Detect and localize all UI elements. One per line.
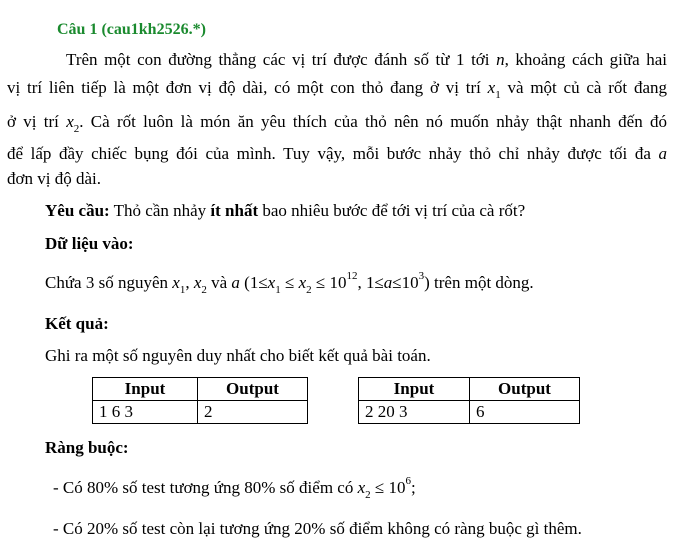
example-1-output-header: Output [198,378,308,401]
statement-line-1: Trên một con đường thẳng các vị trí được đánh số từ 1 tới n, khoảng cách giữa hai [66,50,667,69]
output-description: Ghi ra một số nguyên duy nhất cho biết kết quả bài toán. [45,346,431,365]
example-1-input-header: Input [93,378,198,401]
statement-line-4: để lấp đầy chiếc bụng đói của mình. Tuy vậy, mỗi bước nhảy thỏ chỉ nhảy được tối đa a [7,144,667,163]
example-2-input-header: Input [359,378,470,401]
example-1-output: 2 [198,401,308,424]
statement-line-2: vị trí liên tiếp là một đơn vị độ dài, có một con thỏ đang ở vị trí $x_1$ và một củ cà rốt đang [7,78,667,101]
statement-line-3: ở vị trí $x_2$. Cà rốt luôn là món ăn yêu thích của thỏ nên nó muốn nhảy thật nhanh đến đó [7,112,667,135]
statement-line-5: đơn vị độ dài. [7,169,101,188]
example-table-1 [92,377,308,424]
example-1-input: 1 6 3 [93,401,198,424]
constraints-heading: Ràng buộc: [45,438,129,457]
input-description: Chứa 3 số nguyên $x_1$, $x_2$ và a ($1\le x_1 \le x_2 \le 10^{12}$, $1\le a\le 10^3$) trên một dòng. [45,270,534,296]
example-2-output: 6 [470,401,580,424]
example-2-input: 2 20 3 [359,401,470,424]
constraint-2: - Có 20% số test còn lại tương ứng 20% số điểm không có ràng buộc gì thêm. [53,519,582,538]
example-table-2 [358,377,580,424]
example-2-output-header: Output [470,378,580,401]
problem-title: Câu 1 (cau1kh2526.*) [57,21,206,38]
input-heading: Dữ liệu vào: [45,234,134,253]
constraint-1: - Có 80% số test tương ứng 80% số điểm có $x_2 \le 10^6$; [53,475,416,501]
output-heading: Kết quả: [45,314,109,333]
requirement: Yêu cầu: Thỏ cần nhảy ít nhất bao nhiêu bước để tới vị trí của cà rốt? [45,201,526,220]
